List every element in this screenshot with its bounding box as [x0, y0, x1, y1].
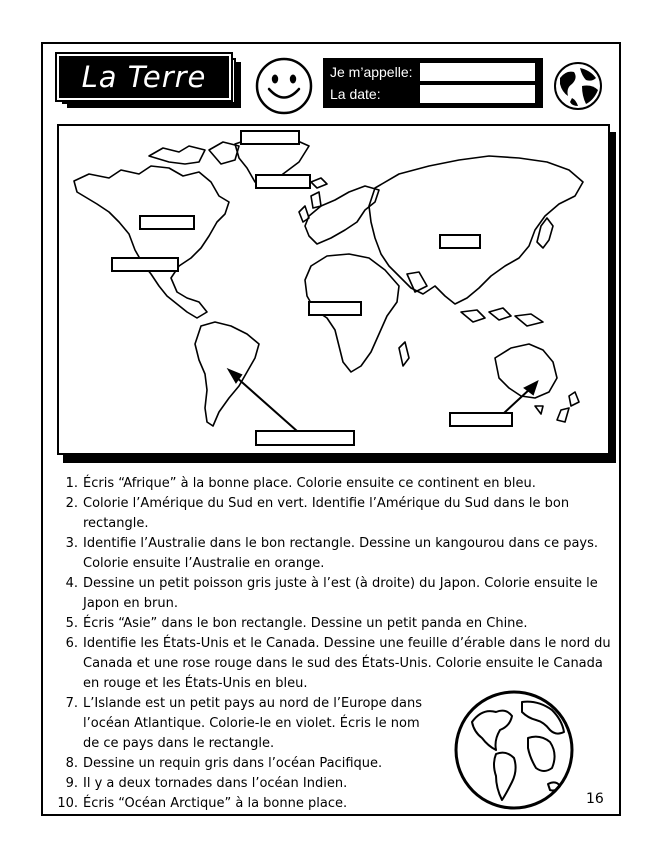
world-map [57, 124, 610, 455]
list-item: 3. Identifie l’Australie dans le bon rectangle. Dessine un kangourou dans ce pays. Colorie ensuite l’Australie en orange. [65, 536, 599, 571]
south-america-shape [195, 322, 259, 426]
globe-icon [552, 60, 604, 112]
name-field[interactable] [420, 63, 535, 81]
globe-icon [452, 688, 576, 812]
title-banner [57, 54, 231, 100]
label-box-canada[interactable] [139, 215, 195, 230]
label-box-arctic-ocean[interactable] [240, 130, 300, 145]
north-america-shape [74, 166, 229, 318]
label-box-usa[interactable] [111, 257, 179, 272]
date-field[interactable] [420, 85, 535, 103]
list-item: 5. Écris “Asie” dans le bon rectangle. Dessine un petit panda en Chine. [65, 616, 528, 631]
list-item: 4. Dessine un petit poisson gris juste à l’est (à droite) du Japon. Colorie ensuite le Japon en brun. [65, 576, 598, 611]
page-number: 16 [586, 791, 604, 807]
asia-shape [369, 156, 583, 304]
name-date-box [323, 58, 543, 108]
smiley-face-icon [254, 56, 314, 116]
label-box-asia[interactable] [439, 234, 481, 249]
label-box-africa[interactable] [308, 301, 362, 316]
label-box-australia[interactable] [449, 412, 513, 427]
list-item: 8. Dessine un requin gris dans l’océan Pacifique. [65, 756, 383, 771]
list-item: 1. Écris “Afrique” à la bonne place. Colorie ensuite ce continent en bleu. [65, 476, 536, 491]
list-item: 7. L’Islande est un petit pays au nord de l’Europe dans l’océan Atlantique. Colorie-le en violet. Écris le nom de ce pays dans le rectangle. [65, 696, 423, 751]
list-item: 2. Colorie l’Amérique du Sud en vert. Identifie l’Amérique du Sud dans le bon rectangle. [65, 496, 570, 531]
label-box-iceland[interactable] [255, 174, 311, 189]
arrow-australia [504, 388, 531, 413]
world-map-outline [59, 126, 608, 453]
europe-shape [305, 186, 379, 244]
name-label: Je m’appelle: [330, 64, 413, 80]
iceland-shape [311, 178, 327, 188]
list-item: 9. Il y a deux tornades dans l’océan Indien. [65, 776, 348, 791]
arrow-south-america [235, 376, 297, 431]
page-title: La Terre [81, 60, 207, 94]
list-item: 10. Écris “Océan Arctique” à la bonne place. [57, 796, 348, 811]
label-box-south-america[interactable] [255, 430, 355, 446]
new-zealand-shape [569, 392, 579, 406]
list-item: 6. Identifie les États-Unis et le Canada. Dessine une feuille d’érable dans le nord du Canada et une rose rouge dans le sud des États-Unis. Colorie ensuite le Canada en rouge et les États-Unis en bleu. [65, 636, 611, 691]
date-label: La date: [330, 86, 381, 102]
